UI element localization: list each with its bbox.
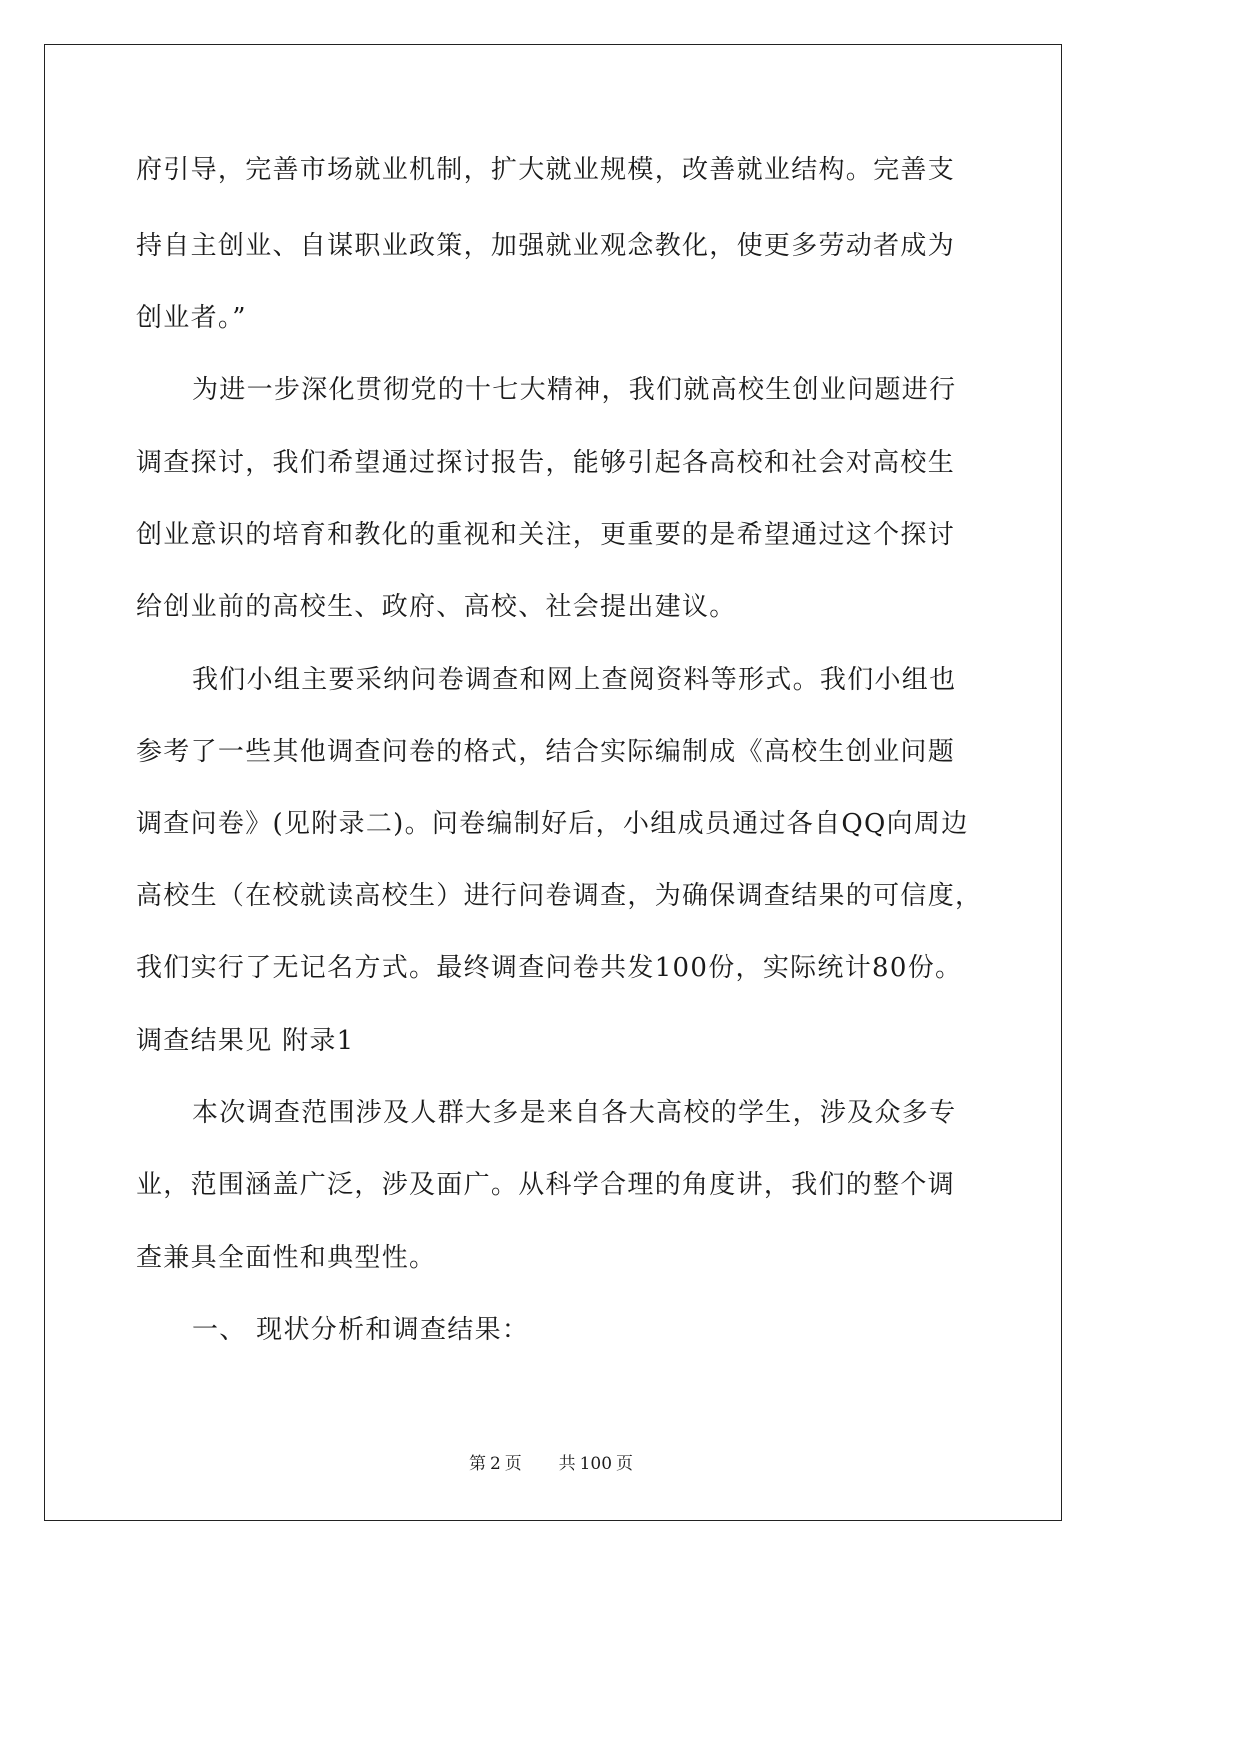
body-text-line: 参考了一些其他调查问卷的格式，结合实际编制成《高校生创业问题 xyxy=(136,737,956,767)
page-number: 2 xyxy=(489,1454,501,1474)
body-text-line: 持自主创业、自谋职业政策，加强就业观念教化，使更多劳动者成为 xyxy=(136,231,956,261)
page-suffix: 页 xyxy=(504,1454,522,1474)
body-text-line: 创业意识的培育和教化的重视和关注，更重要的是希望通过这个探讨 xyxy=(136,520,956,550)
page-border xyxy=(44,44,1062,1521)
section-heading: 一、 现状分析和调查结果： xyxy=(192,1315,530,1345)
body-text-line: 高校生（在校就读高校生）进行问卷调查，为确保调查结果的可信度， xyxy=(136,881,983,911)
body-text-line: 调查问卷》(见附录二)。问卷编制好后，小组成员通过各自QQ向周边 xyxy=(136,809,969,839)
total-prefix: 共 xyxy=(558,1454,576,1474)
body-text-line: 府引导，完善市场就业机制，扩大就业规模，改善就业结构。完善支 xyxy=(136,155,956,185)
body-text-line: 调查结果见 附录1 xyxy=(136,1026,355,1056)
paragraph-first-line: 我们小组主要采纳问卷调查和网上查阅资料等形式。我们小组也 xyxy=(192,665,957,695)
total-pages-label xyxy=(557,1454,635,1474)
body-text-line: 创业者。” xyxy=(136,303,247,333)
body-text-line: 我们实行了无记名方式。最终调查问卷共发100份，实际统计80份。 xyxy=(136,953,963,983)
page-prefix: 第 xyxy=(468,1454,486,1474)
page-footer xyxy=(0,1452,1102,1476)
paragraph-first-line: 为进一步深化贯彻党的十七大精神，我们就高校生创业问题进行 xyxy=(192,375,957,405)
page-number-label xyxy=(467,1454,524,1474)
paragraph-first-line: 本次调查范围涉及人群大多是来自各大高校的学生，涉及众多专 xyxy=(192,1098,957,1128)
body-text-line: 给创业前的高校生、政府、高校、社会提出建议。 xyxy=(136,592,737,622)
total-pages-number: 100 xyxy=(579,1454,613,1474)
body-text-line: 业，范围涵盖广泛，涉及面广。从科学合理的角度讲，我们的整个调 xyxy=(136,1170,956,1200)
total-suffix: 页 xyxy=(616,1454,634,1474)
body-text-line: 查兼具全面性和典型性。 xyxy=(136,1243,437,1273)
body-text-line: 调查探讨，我们希望通过探讨报告，能够引起各高校和社会对高校生 xyxy=(136,448,956,478)
